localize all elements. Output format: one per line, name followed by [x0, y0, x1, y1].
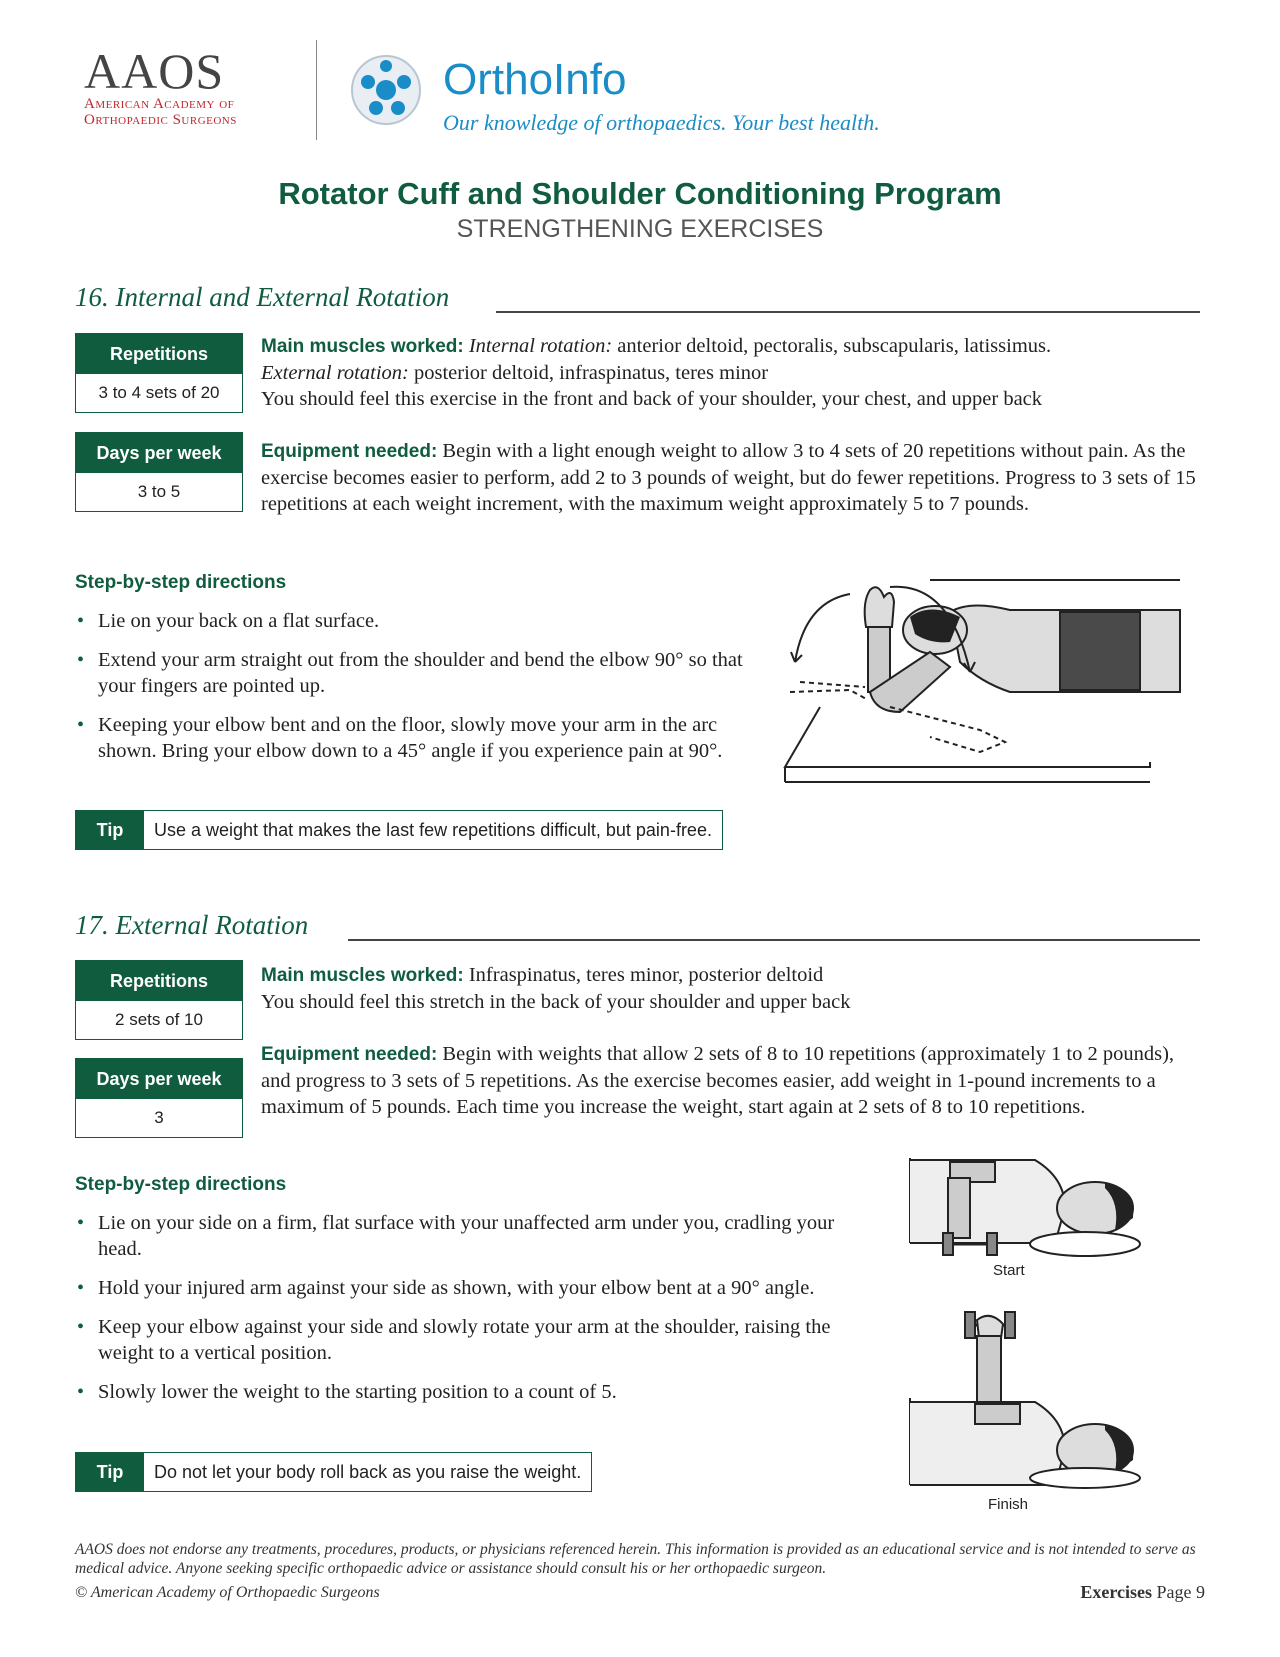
list-item: • Extend your arm straight out from the shoulder and bend the elbow 90° so that your fingers are pointed up.: [75, 647, 755, 699]
exercise-17-repetitions-box: [75, 960, 243, 1040]
exercise-16-steps-list: [75, 608, 755, 777]
orthoinfo-name: OrthoInfo: [443, 55, 627, 104]
list-item: • Lie on your side on a firm, flat surface with your unaffected arm under you, cradling your head.: [75, 1210, 855, 1262]
internal-external-rotation-illustration: [780, 572, 1200, 792]
equipment-label: Equipment needed:: [261, 441, 438, 462]
exercise-16-repetitions-box: [75, 333, 243, 413]
aaos-line-2: Orthopaedic Surgeons: [84, 112, 237, 128]
exercise-17-tip: [75, 1452, 592, 1492]
aaos-line-1: American Academy of: [84, 96, 235, 112]
repetitions-value: 3 to 4 sets of 20: [98, 383, 220, 402]
internal-rotation-text: anterior deltoid, pectoralis, subscapularis, latissimus.: [612, 335, 1052, 357]
exercise-16-days-box: [75, 432, 243, 512]
days-per-week-label: Days per week: [76, 433, 242, 473]
days-per-week-label: Days per week: [76, 1059, 242, 1099]
exercise-16-muscles: [261, 333, 1211, 412]
tip-label: Tip: [76, 1453, 144, 1491]
list-item: • Hold your injured arm against your side as shown, with your elbow bent at a 90° angle.: [75, 1275, 855, 1301]
copyright: © American Academy of Orthopaedic Surgeons: [75, 1584, 380, 1601]
orthoinfo-tagline: Our knowledge of orthopaedics. Your best health.: [443, 110, 880, 135]
muscles-label: Main muscles worked:: [261, 336, 464, 357]
exercise-17-steps-heading: Step-by-step directions: [75, 1174, 287, 1195]
exercise-17-rule: [348, 939, 1200, 941]
repetitions-label: Repetitions: [76, 961, 242, 1001]
list-item: • Lie on your back on a flat surface.: [75, 608, 755, 634]
exercise-17-days-box: [75, 1058, 243, 1138]
exercise-16-heading: 16. Internal and External Rotation: [75, 282, 450, 312]
days-per-week-value: 3: [154, 1108, 164, 1127]
caption-finish: Finish: [988, 1496, 1029, 1513]
page-number: [1080, 1582, 1205, 1603]
page-label: Page 9: [1152, 1582, 1205, 1602]
external-rotation-start-illustration: [905, 1148, 1145, 1258]
equipment-label: Equipment needed:: [261, 1044, 438, 1065]
exercise-16-equipment: [261, 438, 1206, 517]
page-title: Rotator Cuff and Shoulder Conditioning Program: [278, 176, 1002, 211]
exercise-17-steps-list: [75, 1210, 855, 1418]
list-item: • Keep your elbow against your side and slowly rotate your arm at the shoulder, raising the weight to a vertical position.: [75, 1314, 855, 1366]
equipment-text: Begin with a light enough weight to allow 3 to 4 sets of 20 repetitions without pain. As the exercise becomes easier to perform, add 2 to 3 pounds of weight, but do fewer repetitions. Progress to 3 sets of 15 repetitions at each weight increment, with the maximum weight approximately 5 to 7 pounds.: [261, 440, 1196, 515]
page-subtitle: STRENGTHENING EXERCISES: [456, 215, 824, 243]
header-divider: [316, 40, 317, 140]
exercise-16-tip: [75, 810, 723, 850]
muscles-feel-text: You should feel this exercise in the front and back of your shoulder, your chest, and upper back: [261, 388, 1043, 410]
list-item: • Keeping your elbow bent and on the floor, slowly move your arm in the arc shown. Bring your elbow down to a 45° angle if you experience pain at 90°.: [75, 712, 755, 764]
tip-text: Use a weight that makes the last few repetitions difficult, but pain-free.: [154, 820, 712, 840]
page-section-label: Exercises: [1080, 1582, 1152, 1602]
disclaimer: AAOS does not endorse any treatments, procedures, products, or physicians referenced herein. This information is provided as an educational service and is not intended to serve as medical advice. Anyone seeking specific orthopaedic advice or assistance should consult his or her orthopaedic surgeon.: [75, 1541, 1196, 1577]
muscles-feel-text: You should feel this stretch in the back of your shoulder and upper back: [261, 991, 851, 1013]
repetitions-label: Repetitions: [76, 334, 242, 374]
tip-label: Tip: [76, 811, 144, 849]
muscles-text: Infraspinatus, teres minor, posterior deltoid: [463, 964, 824, 986]
exercise-16-steps-heading: Step-by-step directions: [75, 572, 287, 593]
muscles-label: Main muscles worked:: [261, 965, 464, 986]
tip-text: Do not let your body roll back as you raise the weight.: [154, 1462, 582, 1482]
external-rotation-text: posterior deltoid, infraspinatus, teres minor: [408, 362, 769, 384]
external-rotation-label: External rotation:: [261, 362, 409, 384]
aaos-logo-subtitle: [84, 96, 237, 128]
external-rotation-finish-illustration: [905, 1310, 1145, 1490]
list-item: • Slowly lower the weight to the starting position to a count of 5.: [75, 1379, 855, 1405]
exercise-17-heading: 17. External Rotation: [75, 910, 309, 940]
orthoinfo-logo-icon: [348, 52, 424, 128]
internal-rotation-label: Internal rotation:: [468, 335, 613, 357]
exercise-17-muscles: [261, 962, 1211, 1015]
exercise-17-equipment: [261, 1041, 1196, 1120]
equipment-text: Begin with weights that allow 2 sets of 8 to 10 repetitions (approximately 1 to 2 pounds), and progress to 3 sets of 5 repetitions. As the exercise becomes easier, add weight in 1-pound increments to a maximum of 5 pounds. Each time you increase the weight, start again at 2 sets of 8 to 10 repetitions.: [261, 1043, 1175, 1118]
repetitions-value: 2 sets of 10: [115, 1010, 203, 1029]
days-per-week-value: 3 to 5: [137, 482, 181, 501]
caption-start: Start: [993, 1262, 1025, 1279]
exercise-16-rule: [496, 311, 1200, 313]
aaos-logo-wordmark: AAOS: [84, 43, 225, 99]
